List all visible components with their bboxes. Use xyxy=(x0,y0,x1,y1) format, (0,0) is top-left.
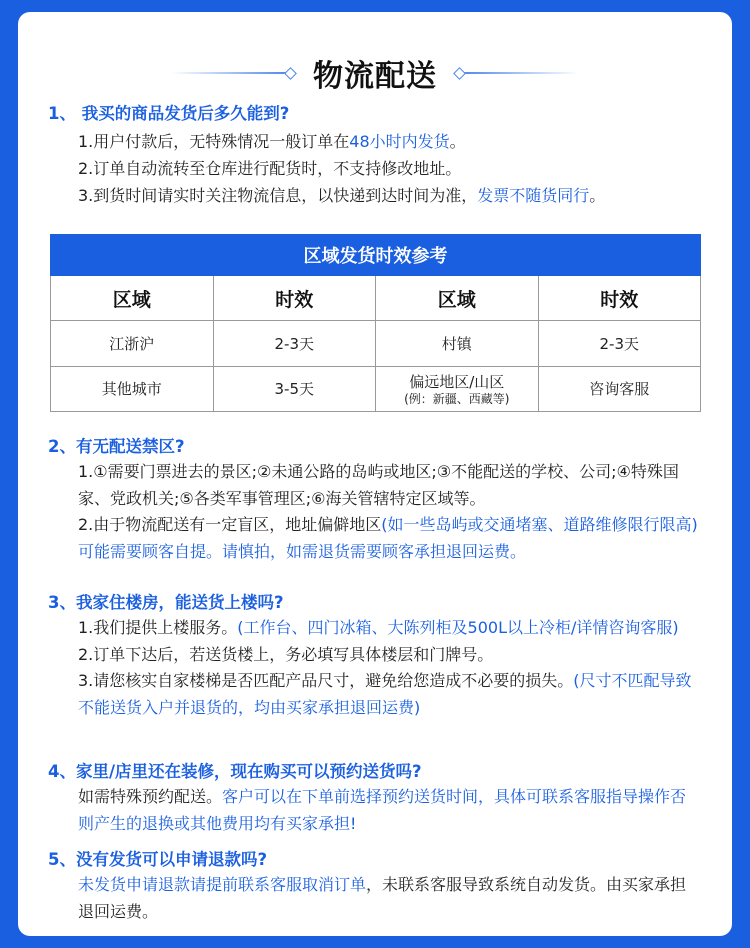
info-card xyxy=(18,12,732,936)
section1-line2: 2.订单自动流转至仓库进行配货时，不支持修改地址。 xyxy=(78,159,462,178)
section5-question: 5、没有发货可以申请退款吗? xyxy=(48,850,268,869)
section4-body xyxy=(78,784,698,837)
delivery-time-table xyxy=(50,234,701,412)
table-cell: 村镇 xyxy=(376,321,539,366)
title-decoration-right xyxy=(459,66,579,80)
table-header-region: 区域 xyxy=(51,276,214,321)
table-row xyxy=(51,366,701,411)
table-cell: 2-3天 xyxy=(213,321,376,366)
section2-line1: 1.①需要门票进去的景区;②未通公路的岛屿或地区;③不能配送的学校、公司;④特殊国家、党政机关;⑤各类军事管理区;⑥海关管辖特定区域等。 xyxy=(78,462,679,508)
section3-line1: 1.我们提供上楼服务。(工作台、四门冰箱、大陈列柜及500L以上冷柜/详情咨询客服) xyxy=(78,618,679,637)
section2-body xyxy=(78,459,698,565)
section1-body xyxy=(78,128,698,209)
section3-body xyxy=(78,615,698,721)
section3-question: 3、我家住楼房，能送货上楼吗? xyxy=(48,593,284,612)
section4-line1: 如需特殊预约配送。客户可以在下单前选择预约送货时间，具体可联系客服指导操作否则产生的退换或其他费用均有买家承担! xyxy=(78,787,687,833)
table-cell-remote xyxy=(376,366,539,411)
section3-line2: 2.订单下达后，若送货楼上，务必填写具体楼层和门牌号。 xyxy=(78,644,494,664)
remote-area-note: (例：新疆、西藏等) xyxy=(404,392,510,407)
table-cell: 其他城市 xyxy=(51,366,214,411)
section4-question: 4、家里/店里还在装修，现在购买可以预约送货吗? xyxy=(48,762,422,781)
section1-question: 1、 我买的商品发货后多久能到? xyxy=(48,104,290,123)
table-cell: 2-3天 xyxy=(538,321,701,366)
section1-line1: 1.用户付款后，无特殊情况一般订单在48小时内发货。 xyxy=(78,132,466,151)
table-header-time: 时效 xyxy=(213,276,376,321)
table-cell: 咨询客服 xyxy=(538,366,701,411)
section5-body xyxy=(78,872,698,925)
table-title: 区域发货时效参考 xyxy=(51,235,701,276)
table-row xyxy=(51,321,701,366)
section3-line3: 3.请您核实自家楼梯是否匹配产品尺寸，避免给您造成不必要的损失。(尺寸不匹配导致不能送货入户并退货的，均由买家承担退回运费) xyxy=(78,671,692,717)
table-header-time: 时效 xyxy=(538,276,701,321)
title-decoration-left xyxy=(171,66,291,80)
page-title: 物流配送 xyxy=(313,59,437,94)
table-cell: 江浙沪 xyxy=(51,321,214,366)
remote-area-label: 偏远地区/山区 xyxy=(409,373,505,392)
table-header-region: 区域 xyxy=(376,276,539,321)
page-header xyxy=(18,48,732,98)
section1-line3: 3.到货时间请实时关注物流信息，以快递到达时间为准，发票不随货同行。 xyxy=(78,186,606,205)
table-cell: 3-5天 xyxy=(213,366,376,411)
section5-line1: 未发货申请退款请提前联系客服取消订单，未联系客服导致系统自动发货。由买家承担退回运费。 xyxy=(78,875,687,921)
section2-line2: 2.由于物流配送有一定盲区，地址偏僻地区(如一些岛屿或交通堵塞、道路维修限行限高)可能需要顾客自提。请慎拍，如需退货需要顾客承担退回运费。 xyxy=(78,515,698,561)
section2-question: 2、有无配送禁区? xyxy=(48,437,185,456)
